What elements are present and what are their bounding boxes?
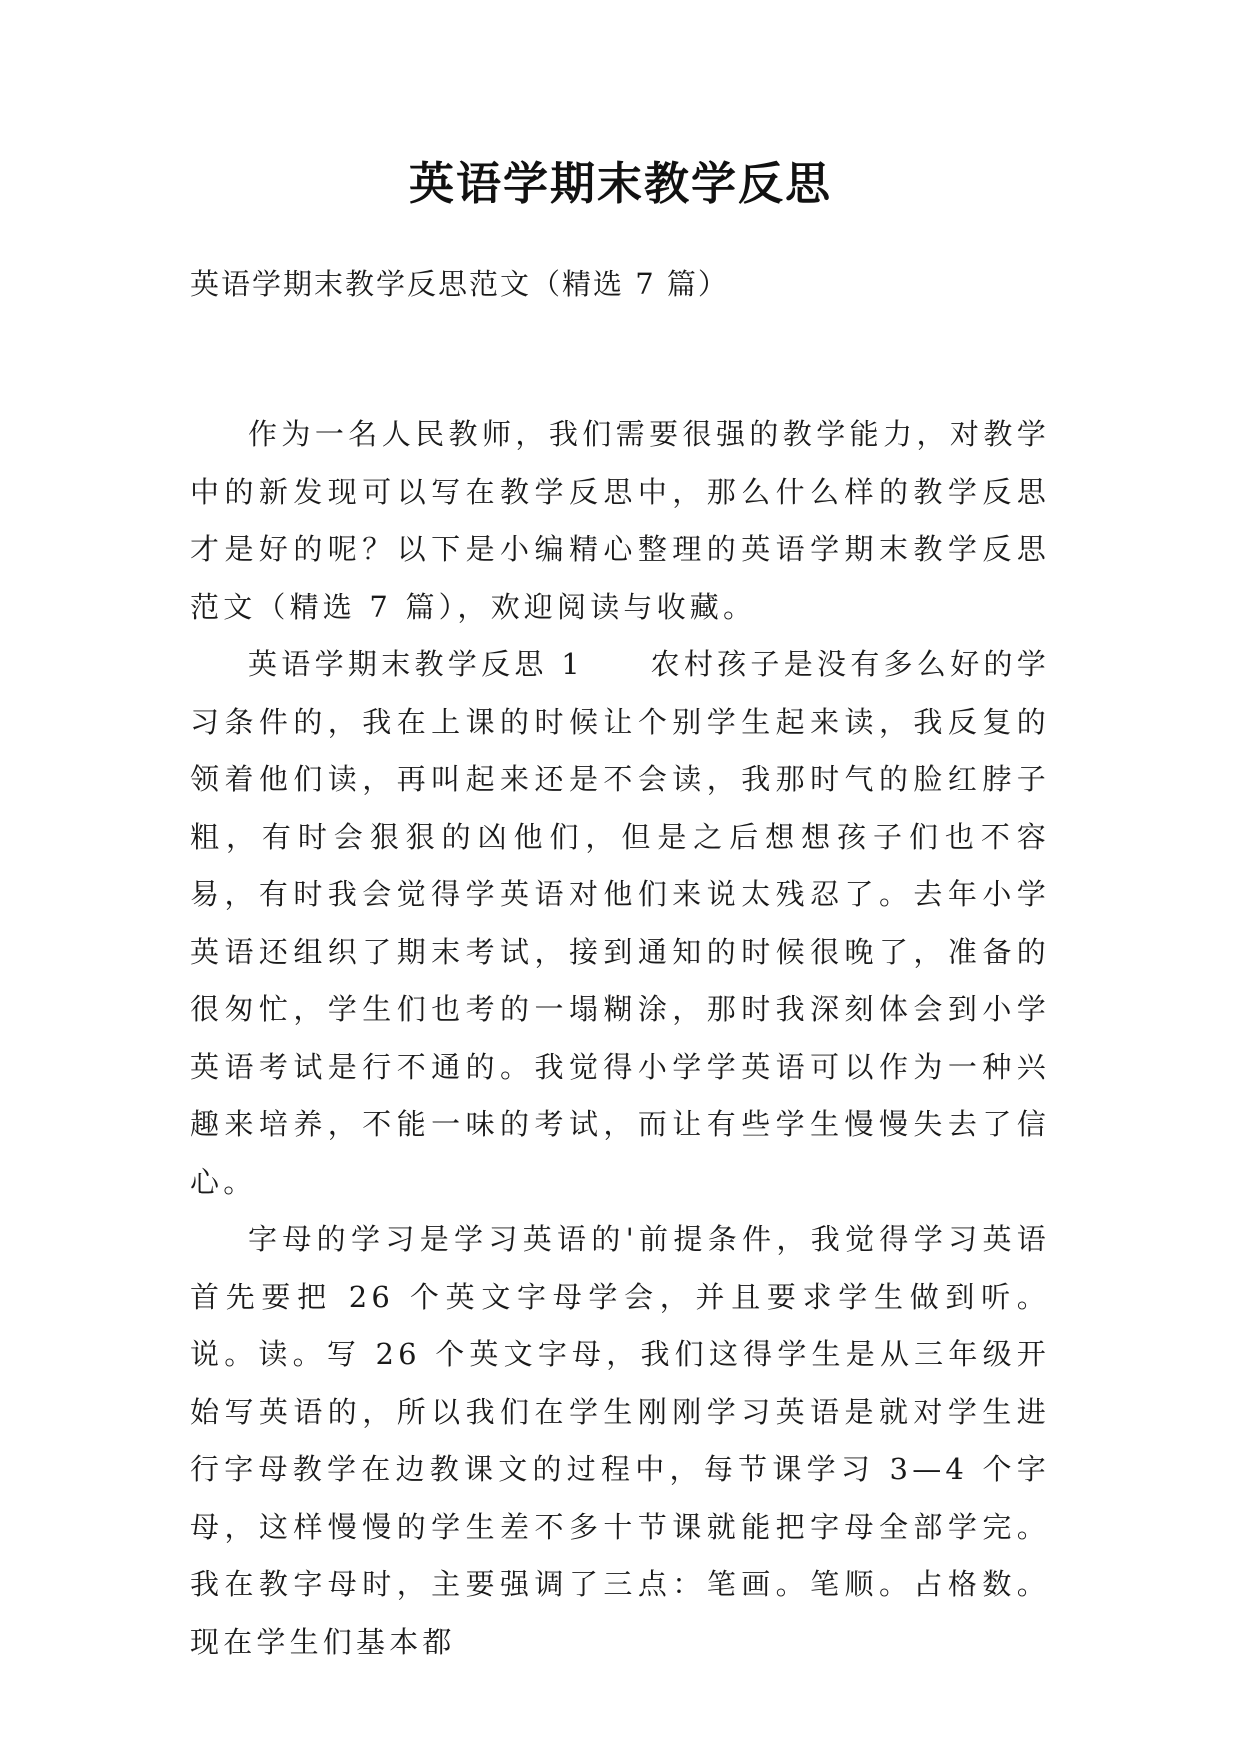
paragraph-alphabet: 字母的学习是学习英语的'前提条件，我觉得学习英语首先要把 26 个英文字母学会，并且要求学生做到听。说。读。写 26 个英文字母，我们这得学生是从三年级开始写英语的，所以我们在学生刚刚学习英语是就对学生进行字母教学在边教课文的过程中，每节课学习 3—4 个字母，这样慢慢的学生差不多十节课就能把字母全部学完。我在教字母时，主要强调了三点：笔画。笔顺。占格数。现在学生们基本都	[190, 1222, 1050, 1659]
page-title: 英语学期末教学反思	[408, 157, 832, 210]
document-subtitle: 英语学期末教学反思范文（精选 7 篇）	[190, 267, 729, 301]
paragraph-reflection-1: 英语学期末教学反思 1 农村孩子是没有多么好的学习条件的，我在上课的时候让个别学生起来读，我反复的领着他们读，再叫起来还是不会读，我那时气的脸红脖子粗，有时会狠狠的凶他们，但是之后想想孩子们也不容易，有时我会觉得学英语对他们来说太残忍了。去年小学英语还组织了期末考试，接到通知的时候很晚了，准备的很匆忙，学生们也考的一塌糊涂，那时我深刻体会到小学英语考试是行不通的。我觉得小学学英语可以作为一种兴趣来培养，不能一味的考试，而让有些学生慢慢失去了信心。	[190, 647, 1050, 1199]
paragraph-intro: 作为一名人民教师，我们需要很强的教学能力，对教学中的新发现可以写在教学反思中，那么什么样的教学反思才是好的呢？以下是小编精心整理的英语学期末教学反思范文（精选 7 篇），欢迎阅读与收藏。	[190, 417, 1050, 624]
document-body	[190, 406, 1050, 1671]
